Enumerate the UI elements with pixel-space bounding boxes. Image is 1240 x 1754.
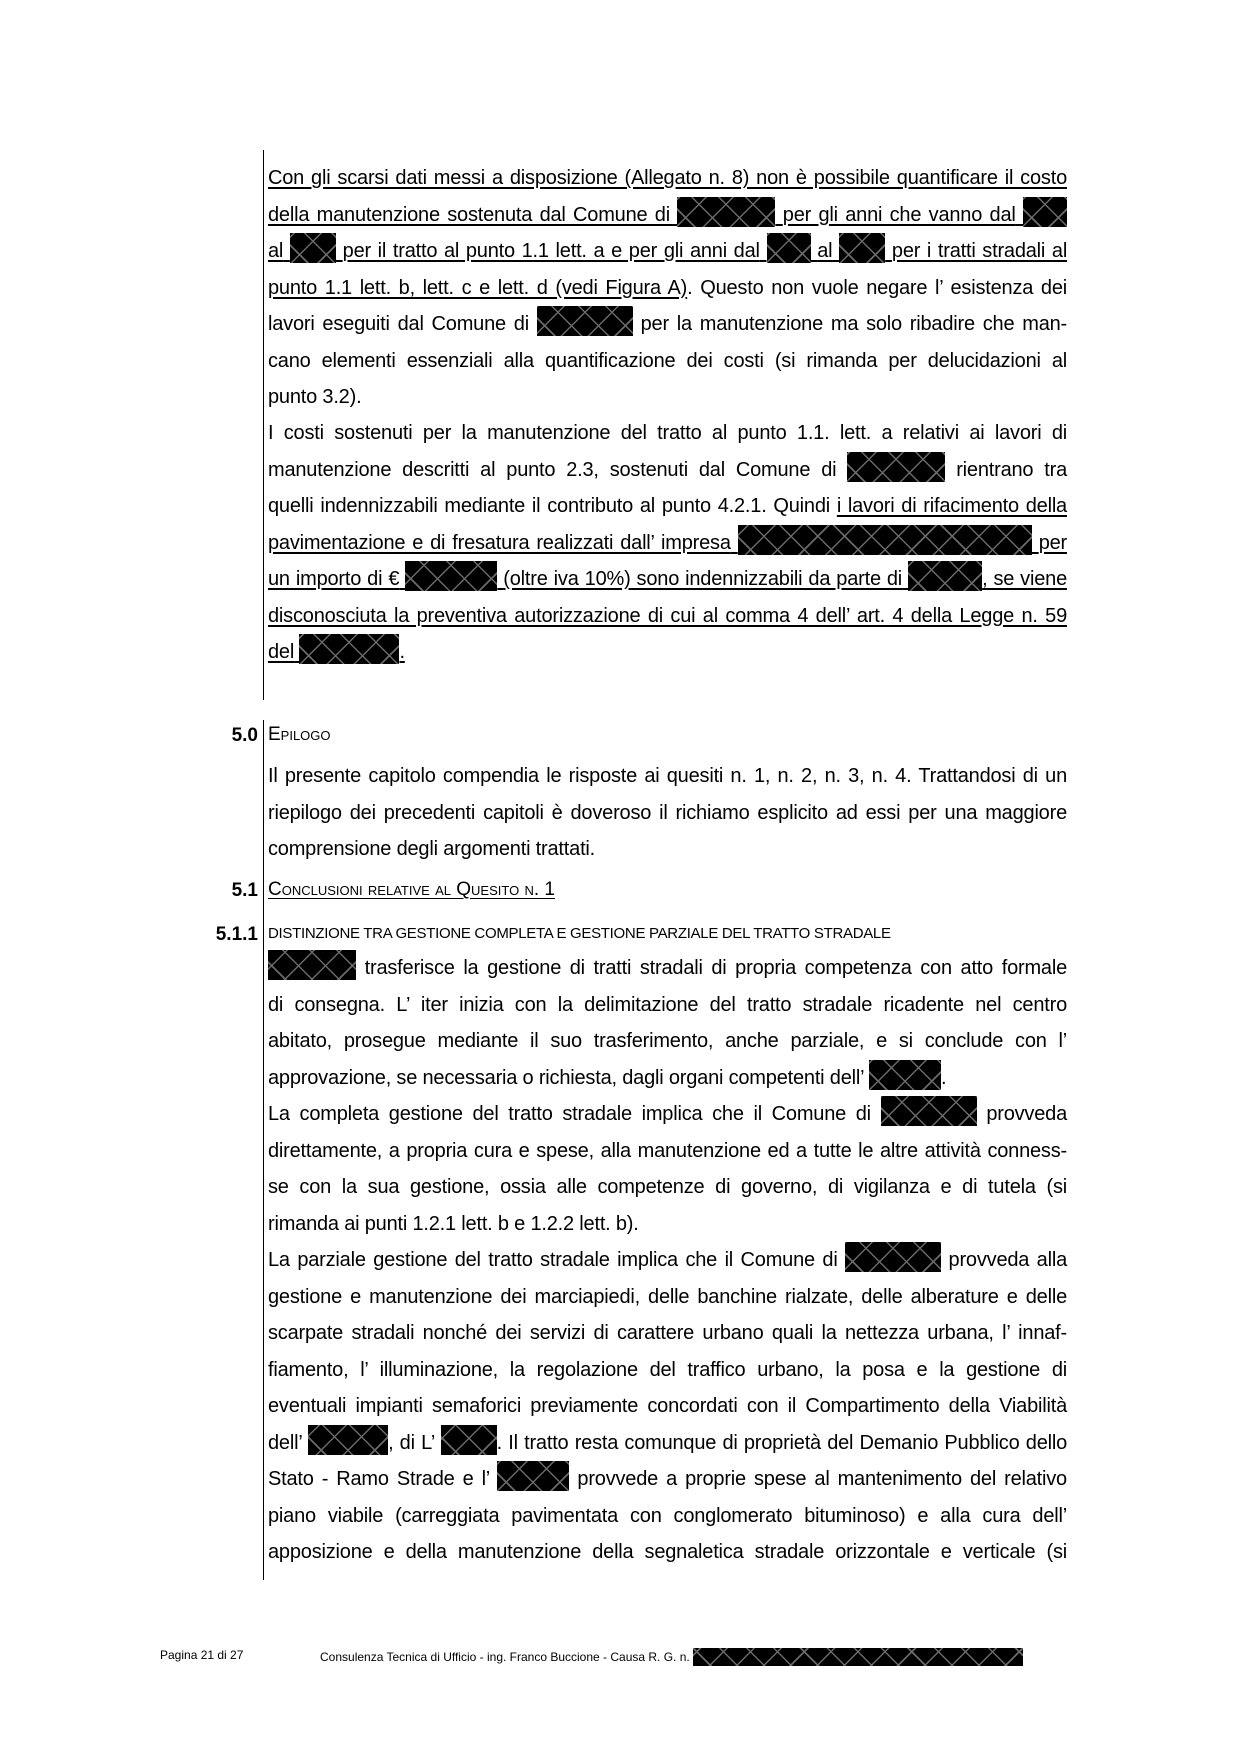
redaction-block xyxy=(299,634,399,664)
section-title-distinzione: DISTINZIONE TRA GESTIONE COMPLETA E GESTIONE PARZIALE DEL TRATTO STRADALE xyxy=(268,925,891,942)
text-line: cano elementi essenziali alla quantificazione dei costi (si rimanda per delucidazioni al xyxy=(268,349,1067,372)
redaction-block xyxy=(847,452,945,482)
text-line: abitato, prosegue mediante il suo trasferimento, anche parziale, e si conclude con l’ xyxy=(268,1030,1067,1052)
text-line: quelli indennizzabili mediante il contributo al punto 4.2.1. Quindi i lavori di rifacimento della xyxy=(268,495,1067,517)
redaction-block xyxy=(405,561,497,591)
text-line: La completa gestione del tratto stradale implica che il Comune di provveda xyxy=(268,1096,1067,1133)
redaction-block xyxy=(308,1425,388,1455)
text-line: piano viabile (carreggiata pavimentata con conglomerato bituminoso) e alla cura dell’ xyxy=(268,1504,1067,1527)
redaction-block xyxy=(767,233,811,263)
margin-rule-top xyxy=(263,150,264,700)
redaction-block xyxy=(881,1096,977,1126)
redaction-block xyxy=(441,1425,497,1455)
text-line: lavori eseguiti dal Comune di per la manutenzione ma solo ribadire che man- xyxy=(268,306,1067,343)
text-line: comprensione degli argomenti trattati. xyxy=(268,838,596,860)
text-line: rimanda ai punti 1.2.1 lett. b e 1.2.2 lett. b). xyxy=(268,1212,639,1235)
text-line: fiamento, l’ illuminazione, la regolazione del traffico urbano, la posa e la gestione di xyxy=(268,1358,1067,1381)
redaction-block xyxy=(268,950,356,980)
text-line: apposizione e della manutenzione della segnaletica stradale orizzontale e verticale (si xyxy=(268,1541,1067,1563)
redaction-block xyxy=(290,233,336,263)
paragraph-distinzione xyxy=(268,950,1067,1571)
text-line: pavimentazione e di fresatura realizzati dall’ impresa per xyxy=(268,525,1067,562)
redaction-block xyxy=(738,525,1032,555)
footer-text: Consulenza Tecnica di Ufficio - ing. Franco Buccione - Causa R. G. n. xyxy=(320,1648,1023,1666)
text-line: disconosciuta la preventiva autorizzazione di cui al comma 4 dell’ art. 4 della Legge n. 59 xyxy=(268,604,1067,627)
text-line: del . xyxy=(268,634,1067,671)
text-line: I costi sostenuti per la manutenzione del tratto al punto 1.1. lett. a relativi ai lavori di xyxy=(268,422,1067,444)
text-line: dell’ , di L’ . Il tratto resta comunque di proprietà del Demanio Pubblico dello xyxy=(268,1425,1067,1462)
paragraph-cost-data xyxy=(268,160,1067,416)
section-title-conclusioni: Conclusioni relative al Quesito n. 1 xyxy=(268,879,555,900)
text-line: un importo di € (oltre iva 10%) sono indennizzabili da parte di , se viene xyxy=(268,561,1067,598)
text-line: trasferisce la gestione di tratti stradali di propria competenza con atto formale xyxy=(268,950,1067,987)
footer-page-number: Pagina 21 di 27 xyxy=(160,1648,244,1662)
text-line: eventuali impianti semaforici previamente concordati con il Compartimento della Viabilità xyxy=(268,1395,1067,1417)
text-line: se con la sua gestione, ossia alle competenze di governo, di vigilanza e di tutela (si xyxy=(268,1176,1067,1198)
redaction-block xyxy=(677,197,775,227)
text-line: punto 3.2). xyxy=(268,386,362,408)
section-number: 5.1.1 xyxy=(215,924,258,945)
redaction-block xyxy=(497,1461,569,1491)
margin-rule-bottom xyxy=(263,720,264,1580)
text-line: Con gli scarsi dati messi a disposizione (Allegato n. 8) non è possibile quantificare il costo xyxy=(268,167,1067,189)
redaction-block xyxy=(1023,197,1067,227)
redaction-block xyxy=(869,1060,941,1090)
text-line: punto 1.1 lett. b, lett. c e lett. d (vedi Figura A). Questo non vuole negare l’ esistenza dei xyxy=(268,276,1067,299)
text-line: riepilogo dei precedenti capitoli è doveroso il richiamo esplicito ad essi per una maggiore xyxy=(268,801,1067,824)
text-line: scarpate stradali nonché dei servizi di carattere urbano quali la nettezza urbana, l’ innaf- xyxy=(268,1322,1067,1344)
section-number: 5.0 xyxy=(231,725,258,746)
text-line: direttamente, a propria cura e spese, alla manutenzione ed a tutte le altre attività conness- xyxy=(268,1139,1067,1162)
redaction-block xyxy=(908,561,982,591)
section-number: 5.1 xyxy=(231,880,258,901)
text-line: Il presente capitolo compendia le risposte ai quesiti n. 1, n. 2, n. 3, n. 4. Trattandosi di un xyxy=(268,765,1067,787)
redaction-block xyxy=(537,306,633,336)
text-line: approvazione, se necessaria o richiesta, dagli organi competenti dell’ . xyxy=(268,1060,1067,1097)
text-line: di consegna. L’ iter inizia con la delimitazione del tratto stradale ricadente nel centro xyxy=(268,993,1067,1016)
text-line: La parziale gestione del tratto stradale implica che il Comune di provveda alla xyxy=(268,1242,1067,1279)
redaction-block xyxy=(845,1242,941,1272)
text-line: della manutenzione sostenuta dal Comune di per gli anni che vanno dal xyxy=(268,197,1067,234)
paragraph-indemnifiable-costs xyxy=(268,415,1067,671)
text-line: Stato - Ramo Strade e l’ provvede a proprie spese al mantenimento del relativo xyxy=(268,1461,1067,1498)
paragraph-epilogo xyxy=(268,758,1067,868)
redaction-block xyxy=(839,233,885,263)
section-title-epilogo: Epilogo xyxy=(268,724,331,745)
redaction-block xyxy=(693,1648,1023,1666)
text-line: al per il tratto al punto 1.1 lett. a e per gli anni dal al per i tratti stradali al xyxy=(268,233,1067,270)
text-line: manutenzione descritti al punto 2.3, sostenuti dal Comune di rientrano tra xyxy=(268,452,1067,489)
text-line: gestione e manutenzione dei marciapiedi, delle banchine rialzate, delle alberature e delle xyxy=(268,1285,1067,1308)
